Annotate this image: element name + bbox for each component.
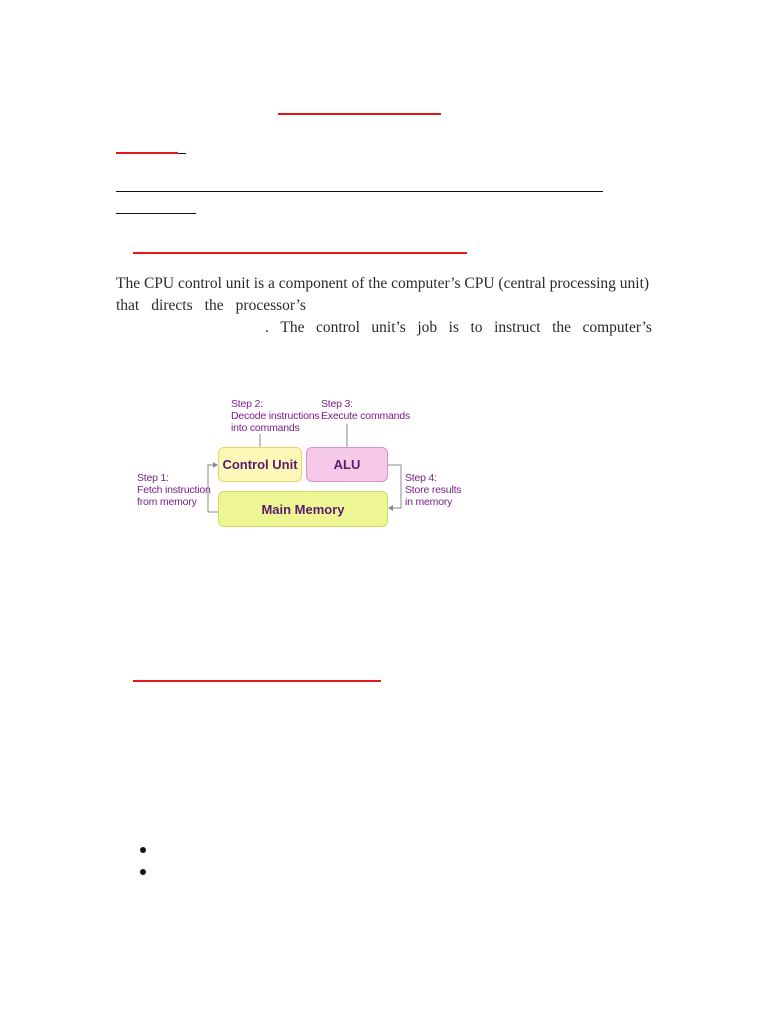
step4-arrowhead bbox=[388, 505, 393, 511]
bullet-point-2 bbox=[140, 869, 146, 875]
cpu-cycle-diagram bbox=[120, 390, 480, 540]
main-memory-box: Main Memory bbox=[218, 491, 388, 527]
step1-label: Step 1: Fetch instruction from memory bbox=[137, 472, 211, 508]
paragraph-line-2 bbox=[116, 295, 306, 317]
step2-label: Step 2: Decode instructions into commands bbox=[231, 398, 320, 434]
paragraph-line-3: . The control unit’s job is to instruct the computer’s bbox=[265, 319, 652, 336]
underline-short bbox=[116, 213, 196, 214]
subheading-underline-short bbox=[116, 152, 178, 154]
control-unit-box: Control Unit bbox=[218, 447, 302, 482]
step4-arrow bbox=[388, 465, 401, 508]
bullet-point-1 bbox=[140, 847, 146, 853]
paragraph-text-2: that directs the processor’s bbox=[116, 297, 306, 314]
section-heading-underline-1 bbox=[133, 252, 467, 254]
step4-label: Step 4: Store results in memory bbox=[405, 472, 462, 508]
paragraph-line-1 bbox=[116, 273, 652, 295]
section-heading-underline-2 bbox=[133, 680, 381, 682]
subheading-underline-tail bbox=[178, 153, 186, 154]
title-underline bbox=[278, 113, 441, 115]
paragraph-text-1: The CPU control unit is a component of the computer’s CPU (central processing unit) bbox=[116, 275, 650, 292]
underline-long bbox=[116, 191, 603, 192]
alu-box: ALU bbox=[306, 447, 388, 482]
step3-label: Step 3: Execute commands bbox=[321, 398, 411, 422]
